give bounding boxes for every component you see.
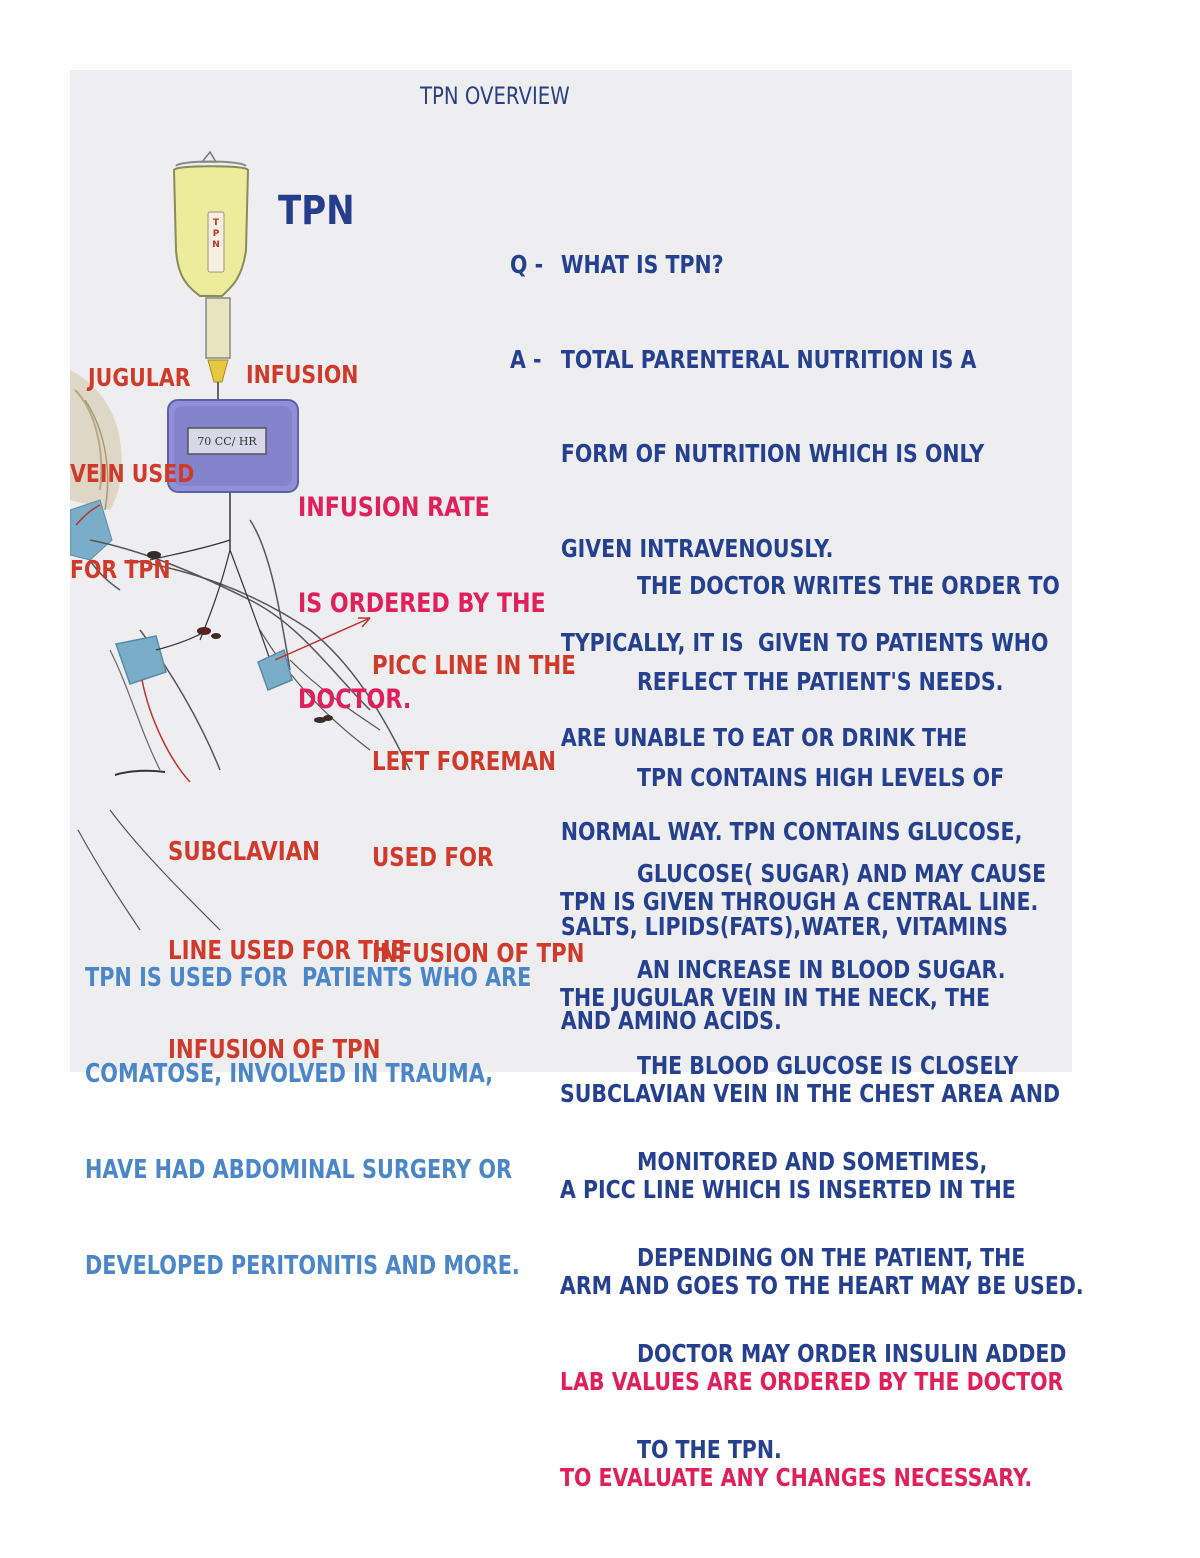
question-marker: Q -: [510, 250, 544, 279]
lab-values-line: TO EVALUATE ANY CHANGES NECESSARY.: [560, 1463, 1033, 1492]
paragraph-line: AN INCREASE IN BLOOD SUGAR.: [637, 955, 1006, 984]
paragraph-line: SUBCLAVIAN VEIN IN THE CHEST AREA AND: [560, 1079, 1061, 1108]
annotation-line: SUBCLAVIAN: [168, 837, 320, 867]
answer-line: NORMAL WAY. TPN CONTAINS GLUCOSE,: [560, 817, 1023, 846]
tube-clamp-icon: [211, 633, 221, 639]
bag-letters: [210, 218, 222, 251]
annotation-line: USED FOR: [372, 843, 494, 873]
annotation-line: DOCTOR.: [298, 684, 412, 715]
paragraph-line: ARM AND GOES TO THE HEART MAY BE USED.: [560, 1271, 1084, 1300]
lab-values-line: LAB VALUES ARE ORDERED BY THE DOCTOR: [560, 1367, 1064, 1396]
bag-letter: P: [212, 229, 220, 239]
paragraph-line: A PICC LINE WHICH IS INSERTED IN THE: [560, 1175, 1016, 1204]
question-row: [510, 249, 1048, 281]
paragraph-line: THE BLOOD GLUCOSE IS CLOSELY: [637, 1051, 1019, 1080]
paragraph-line: HAVE HAD ABDOMINAL SURGERY OR: [85, 1155, 513, 1185]
annotation-line: JUGULAR: [88, 363, 191, 392]
annotation-line: INFUSION OF TPN: [168, 1035, 381, 1065]
paragraph-line: TPN CONTAINS HIGH LEVELS OF: [637, 763, 1005, 792]
answer-line: AND AMINO ACIDS.: [560, 1006, 782, 1035]
tube-clamp-icon: [197, 627, 211, 635]
annotation-line: FOR TPN: [70, 555, 171, 584]
answer-line: TOTAL PARENTERAL NUTRITION IS A: [560, 344, 977, 374]
answer-line: SALTS, LIPIDS(FATS),WATER, VITAMINS: [560, 911, 1008, 941]
bag-letter: T: [212, 218, 220, 228]
drip-chamber-icon: [206, 298, 230, 358]
diagram-panel: [70, 70, 1084, 1492]
collarbone-line: [115, 771, 165, 775]
body-outline: [250, 520, 290, 670]
answer-marker: A -: [510, 344, 542, 374]
infusion-annotation: INFUSION: [246, 360, 359, 389]
paragraph-line: DEPENDING ON THE PATIENT, THE: [637, 1243, 1026, 1272]
paragraph-line: TPN IS GIVEN THROUGH A CENTRAL LINE.: [560, 887, 1039, 916]
answer-line: TYPICALLY, IT IS GIVEN TO PATIENTS WHO: [560, 628, 1049, 657]
paragraph-line: TPN IS USED FOR PATIENTS WHO ARE: [85, 963, 532, 993]
paragraph-line: TO THE TPN.: [637, 1435, 782, 1464]
used-for-paragraph: [85, 898, 531, 1346]
page-title: TPN OVERVIEW: [420, 82, 570, 110]
answer-line: GIVEN INTRAVENOUSLY.: [560, 533, 834, 563]
paragraph-line: DOCTOR MAY ORDER INSULIN ADDED: [637, 1339, 1067, 1368]
pump-rate-display: 70 CC/ HR: [197, 434, 257, 448]
jugular-annotation: [70, 298, 194, 650]
paragraph-line: THE DOCTOR WRITES THE ORDER TO: [637, 571, 1060, 600]
question-text: WHAT IS TPN?: [560, 250, 724, 279]
iv-tubing: [230, 550, 270, 660]
paragraph-line: THE JUGULAR VEIN IN THE NECK, THE: [560, 983, 991, 1012]
paragraph-line: MONITORED AND SOMETIMES,: [637, 1147, 988, 1176]
central-line-paragraph: [560, 822, 1084, 1558]
bag-hook-icon: [202, 152, 216, 162]
paragraph-line: REFLECT THE PATIENT'S NEEDS.: [637, 667, 1004, 696]
answer-line: FORM OF NUTRITION WHICH IS ONLY: [560, 439, 985, 468]
annotation-line: INFUSION RATE: [298, 492, 490, 523]
paragraph-line: GLUCOSE( SUGAR) AND MAY CAUSE: [637, 859, 1047, 888]
annotation-line: LINE USED FOR THE: [168, 936, 406, 966]
paragraph-line: DEVELOPED PERITONITIS AND MORE.: [85, 1251, 520, 1281]
annotation-line: VEIN USED: [70, 459, 195, 488]
bag-letter: N: [212, 240, 220, 250]
annotation-line: IS ORDERED BY THE: [298, 588, 546, 619]
iv-tubing: [200, 550, 230, 640]
annotation-line: INFUSION OF TPN: [372, 939, 585, 969]
bag-label-tpn: TPN: [278, 188, 355, 234]
paragraph-line: COMATOSE, INVOLVED IN TRAUMA,: [85, 1059, 494, 1089]
drip-funnel: [208, 360, 228, 382]
annotation-line: LEFT FOREMAN: [372, 747, 556, 777]
answer-row: [510, 344, 1048, 376]
answer-line: ARE UNABLE TO EAT OR DRINK THE: [560, 722, 968, 752]
annotation-line: PICC LINE IN THE: [372, 651, 576, 681]
